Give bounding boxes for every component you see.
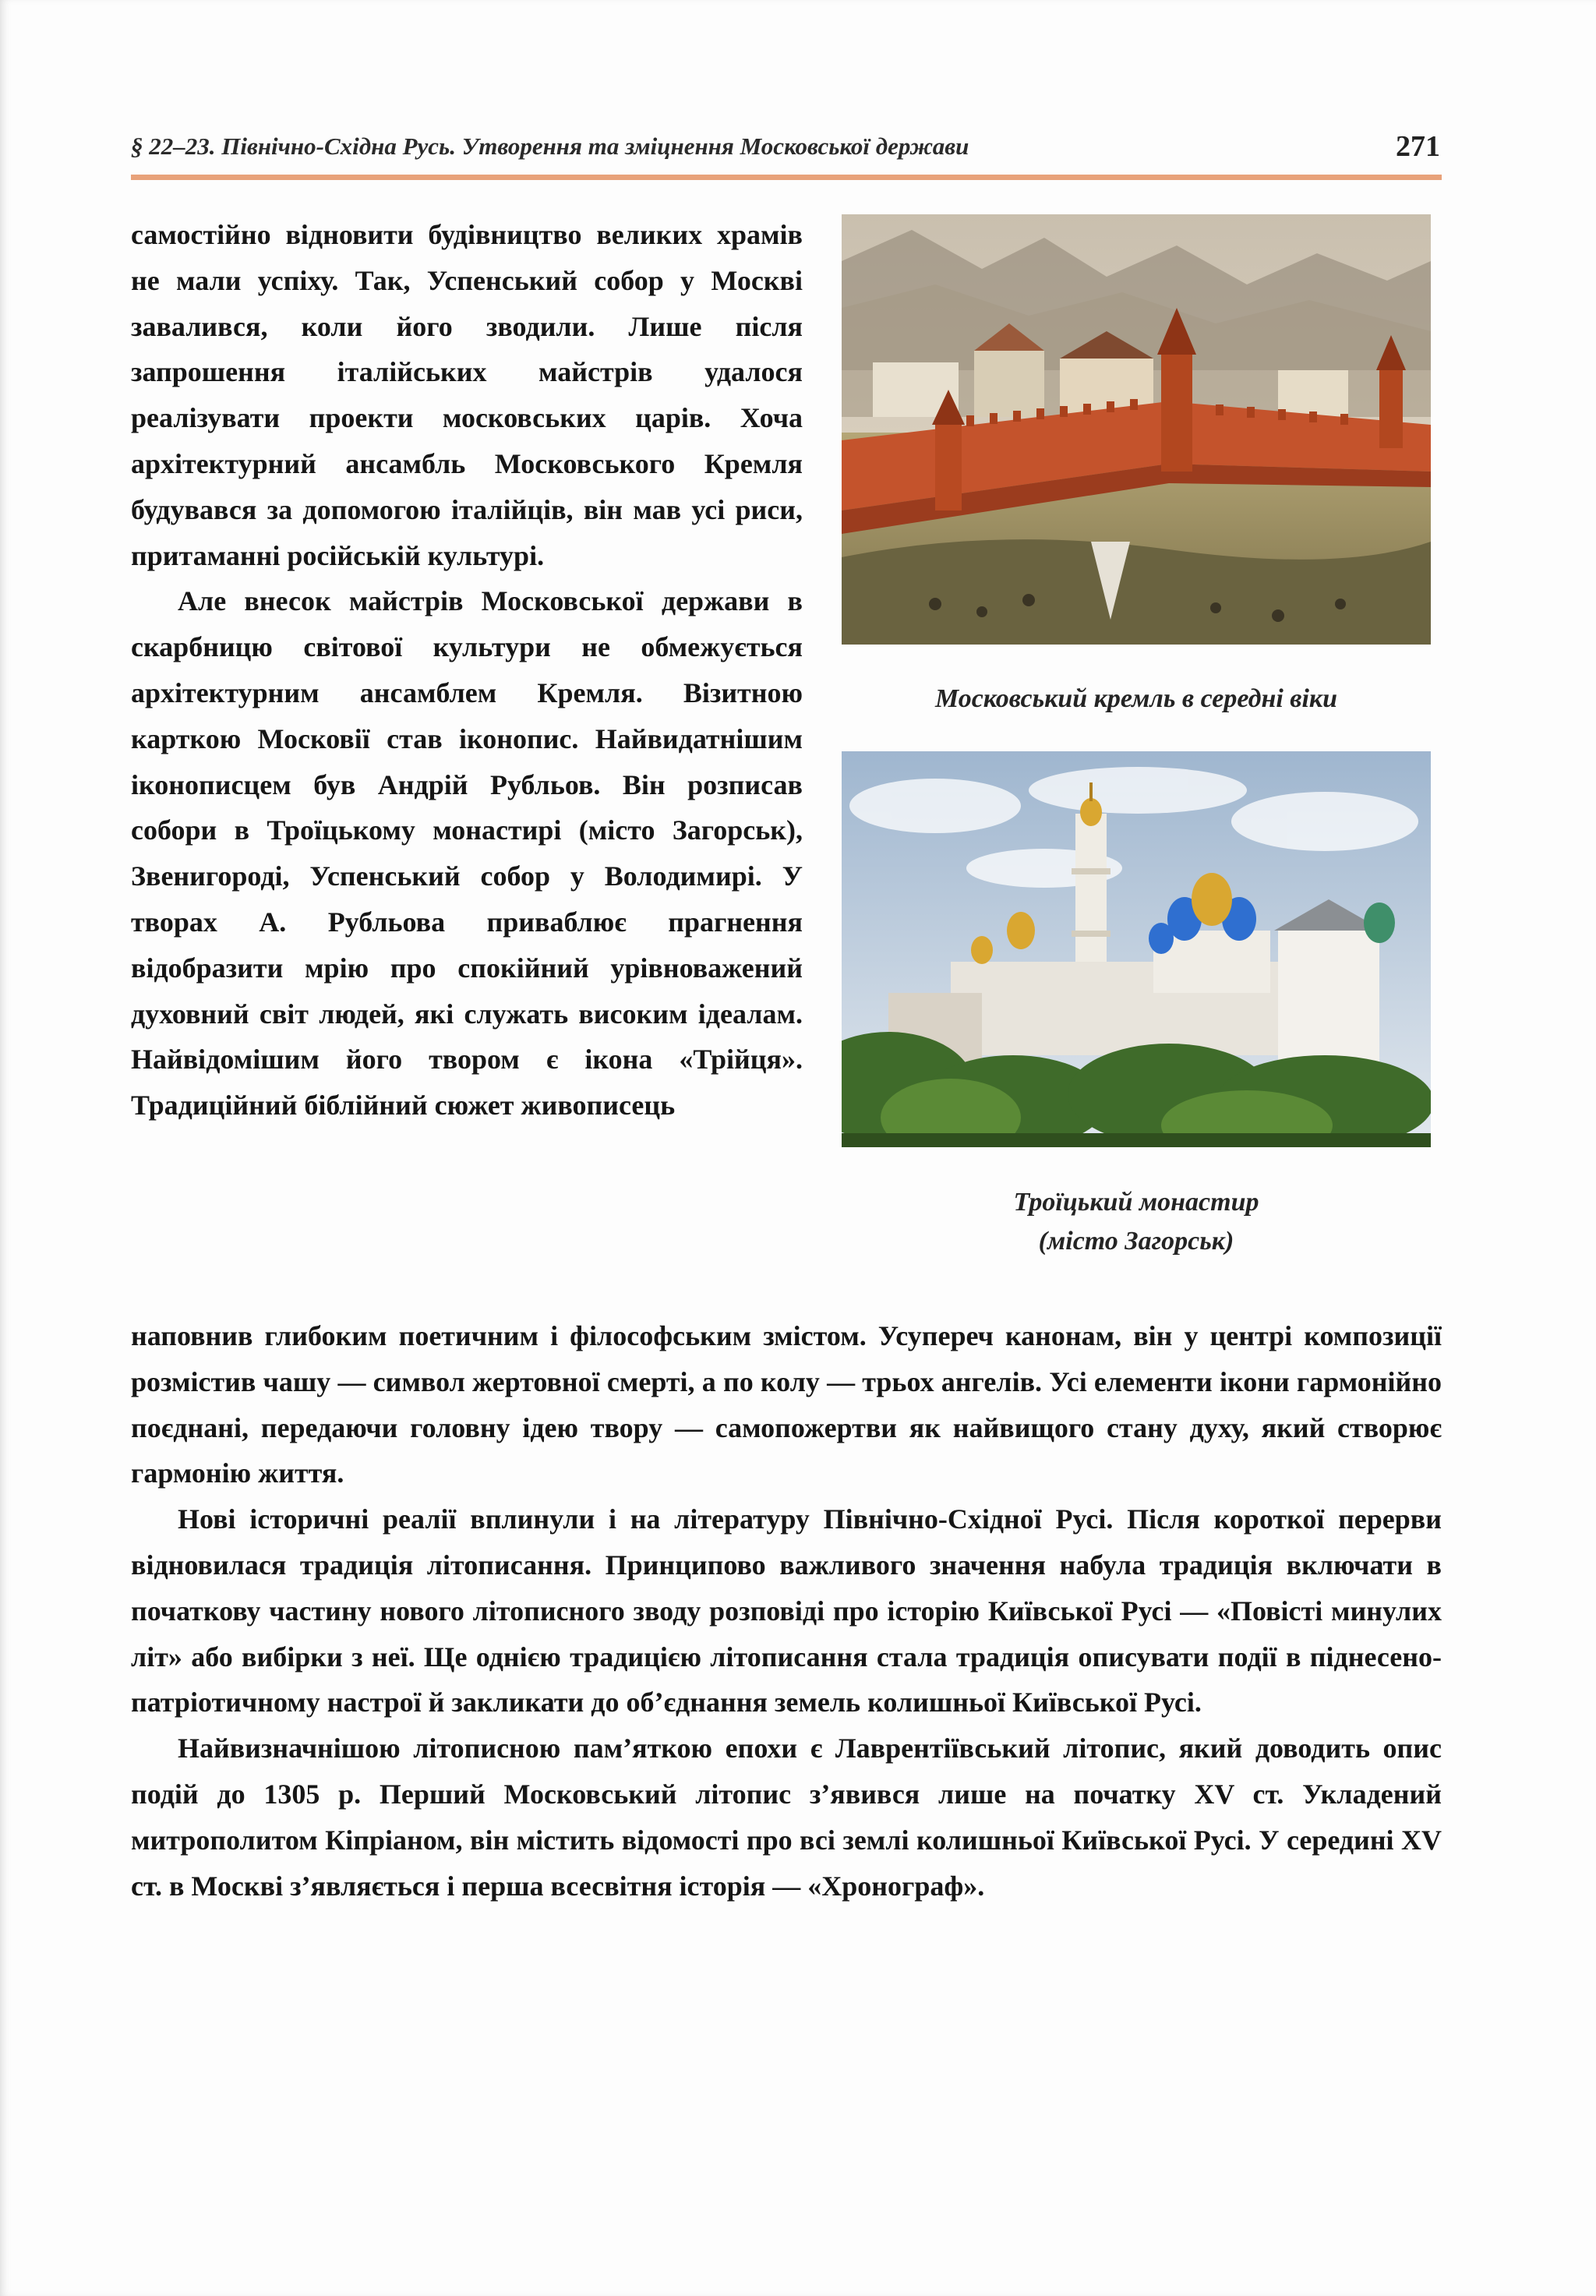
monastery-photo [842,751,1431,1147]
header-title: § 22–23. Північно-Східна Русь. Утворення та зміцнення Московської держави [131,132,969,160]
caption-monastery [826,1183,1446,1261]
caption-monastery-place: (місто Загорськ) [1038,1227,1234,1256]
full-width-text [131,1313,1442,1909]
left-column-text [131,212,803,1129]
page-number: 271 [1396,130,1440,163]
paragraph-4: Найвизначнішою літописною пам’яткою епохи є Лаврентіївський літопис, який доводить опис подій до 1305 р. Перший Московський літопис з’явився лише на початку XV ст. Укладений митрополитом Кіпріаном, він містить відомості про всі землі колишньої Київської Русі. У середині XV ст. в Москві з’являється і перша всесвітня історія — «Хронограф». [131,1733,1442,1902]
paragraph-2-continued: наповнив глибоким поетичним і філософським змістом. Усупереч канонам, він у центрі композиції розмістив чашу — символ жертовної смерті, а по колу — трьох ангелів. Усі елементи ікони гармонійно поєднані, передаючи головну ідею твору — самопожертви як найвищого стану духу, який створює гармонію життя. [131,1320,1442,1489]
header-rule [131,175,1442,180]
paragraph-3: Нові історичні реалії вплинули і на літературу Північно-Східної Русі. Після короткої перерви відновилася традиція літописання. Принципово важливого значення набула традиція включати в початкову частину нового літописного зводу розповіді про історію Київської Русі — «Повісті минулих літ» або вибірки з неї. Ще однією традицією літописання стала традиція описувати події в піднесено-патріотичному настрої й закликати до об’єднання земель колишньої Київської Русі. [131,1503,1442,1718]
paragraph-2: Але внесок майстрів Московської держави в скарбницю світової культури не обмежується архітектурним ансамблем Кремля. Візитною карткою Московії став іконопис. Найвидатнішим іконописцем був Андрій Рубльов. Він розписав собори в Троїцькому монастирі (місто Загорськ), Звенигороді, Успенський собор у Володимирі. У творах А. Рубльова приваблює прагнення відобразити мрію про спокійний урівноважений духовний світ людей, які служать високим ідеалам. Найвідомішим його твором є ікона «Трійця». Традиційний біблійний сюжет живописець [131,585,803,1122]
caption-kremlin: Московський кремль в середні віки [934,684,1338,713]
paragraph-1: самостійно відновити будівництво великих храмів не мали успіху. Так, Успенський собор у Москві завалився, коли його зводили. Лише після запрошення італійських майстрів удалося реалізувати проекти московських царів. Хоча архітектурний ансамбль Московського Кремля будувався за допомогою італійців, він мав усі риси, притаманні російській культурі. [131,219,803,571]
kremlin-painting [842,214,1431,645]
running-header [131,129,1440,170]
kremlin-illustration [842,214,1431,645]
caption-monastery-title: Троїцький монастир [1013,1188,1259,1217]
monastery-image [842,751,1431,1147]
